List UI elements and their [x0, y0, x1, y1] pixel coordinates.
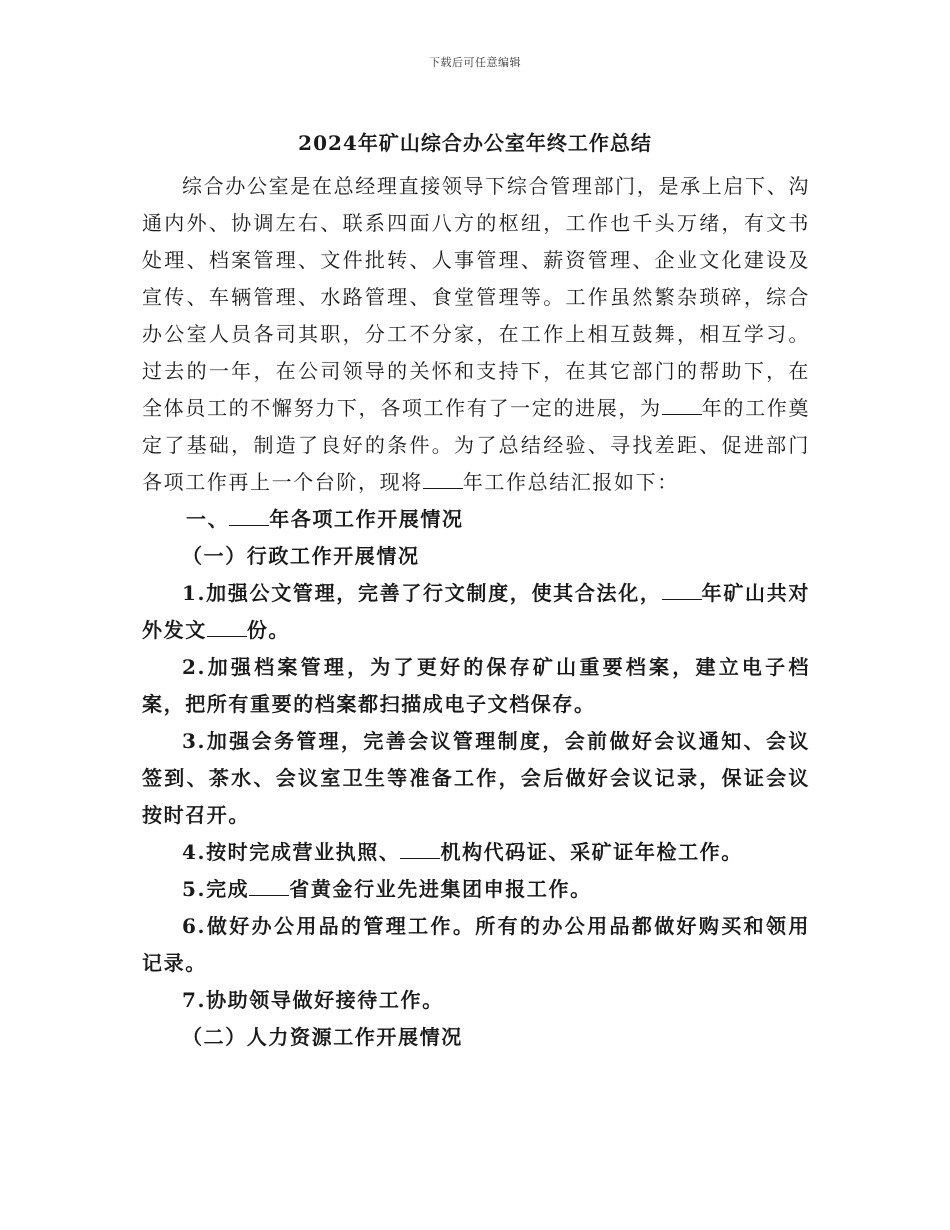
blank-line	[400, 840, 440, 859]
list-item-3: 3.加强会务管理，完善会议管理制度，会前做好会议通知、会议签到、茶水、会议室卫生等准备工作，会后做好会议记录，保证会议按时召开。	[142, 729, 810, 827]
subsection-heading-1: （一）行政工作开展情况	[182, 544, 420, 568]
intro-text-2: 年的工作奠定了基础，制造了良好的条件。为了总结经验、寻找差距、促进部门各项工作再上一个台阶，现将	[142, 396, 810, 494]
subsection-heading-2: （二）人力资源工作开展情况	[182, 1025, 463, 1049]
header-note: 下载后可任意编辑	[429, 56, 521, 69]
blank-line	[207, 618, 247, 637]
list-item-2: 2.加强档案管理，为了更好的保存矿山重要档案，建立电子档案，把所有重要的档案都扫描成电子文档保存。	[142, 655, 810, 716]
list-item-7: 7.协助领导做好接待工作。	[182, 988, 444, 1012]
blank-line	[662, 396, 702, 415]
item-text: 机构代码证、采矿证年检工作。	[440, 840, 743, 864]
section-suffix: 年各项工作开展情况	[269, 507, 464, 531]
intro-text-3: 年工作总结汇报如下：	[462, 470, 679, 494]
section-heading-1	[142, 501, 810, 538]
section-prefix: 一、	[186, 507, 230, 531]
blank-line	[229, 507, 269, 526]
item-text: 份。	[246, 618, 291, 642]
document-body	[142, 168, 810, 1056]
item-text: 省黄金行业先进集团申报工作。	[289, 877, 592, 901]
document-title: 2024年矿山综合办公室年终工作总结	[298, 131, 652, 155]
list-item-1	[142, 575, 810, 649]
intro-text-1: 综合办公室是在总经理直接领导下综合管理部门，是承上启下、沟通内外、协调左右、联系四面八方的枢纽，工作也千头万绪，有文书处理、档案管理、文件批转、人事管理、薪资管理、企业文化建设及宣传、车辆管理、水路管理、食堂管理等。工作虽然繁杂琐碎，综合办公室人员各司其职，分工不分家，在工作上相互鼓舞，相互学习。过去的一年，在公司领导的关怀和支持下，在其它部门的帮助下，在全体员工的不懈努力下，各项工作有了一定的进展，为	[142, 174, 810, 420]
blank-line	[423, 470, 463, 489]
item-text: 年矿山共对外发文	[142, 581, 811, 642]
item-text: 4.按时完成营业执照、	[182, 840, 401, 864]
item-text: 5.完成	[182, 877, 250, 901]
blank-line	[249, 877, 289, 896]
intro-paragraph	[142, 168, 810, 501]
list-item-4	[142, 834, 810, 871]
blank-line	[662, 581, 702, 600]
list-item-6: 6.做好办公用品的管理工作。所有的办公用品都做好购买和领用记录。	[142, 914, 810, 975]
item-text: 1.加强公文管理，完善了行文制度，使其合法化，	[182, 581, 662, 605]
list-item-5	[142, 871, 810, 908]
